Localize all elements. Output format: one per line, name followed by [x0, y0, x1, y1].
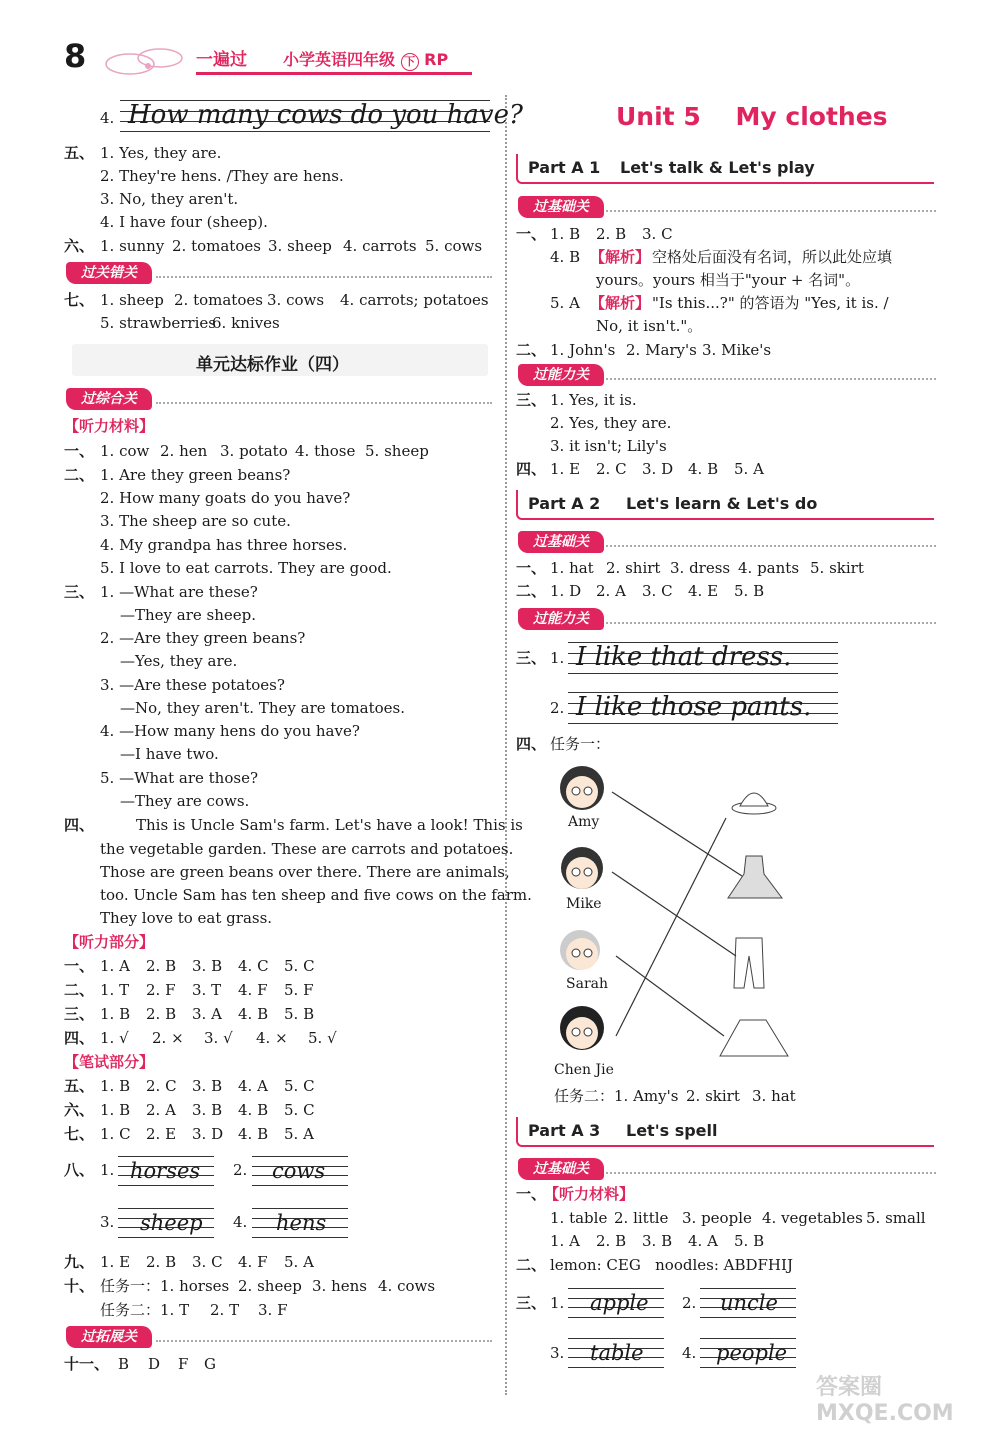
answer: 4. F: [238, 1253, 268, 1271]
analysis-text: 空格处后面没有名词，所以此处应填: [652, 248, 893, 266]
l4-number: 四、: [64, 816, 95, 834]
answer: lemon: CEG noodles: ABDFHIJ: [550, 1256, 793, 1274]
answer: 1. C: [100, 1125, 131, 1143]
answer: 4. B: [550, 248, 581, 266]
volume-badge: 下: [401, 53, 419, 71]
answer: 1. T: [100, 981, 130, 999]
q3-handwriting: I like those pants.: [576, 692, 812, 722]
answer: 1. John's: [550, 341, 616, 359]
l1-item: 5. sheep: [365, 442, 429, 460]
s7-item: 4. carrots; potatoes: [340, 291, 489, 309]
answer: 3. hens: [312, 1277, 367, 1295]
answer: 1. B: [100, 1101, 131, 1119]
s3-number: 三、: [516, 1294, 547, 1312]
answer: 3. people: [682, 1209, 752, 1227]
section-label: 过综合关: [66, 388, 152, 410]
part-label: Part A 3: [528, 1121, 601, 1140]
answer: 1. B: [100, 1005, 131, 1023]
l2-item: 2. How many goats do you have?: [100, 489, 351, 507]
answer: 1. table: [550, 1209, 608, 1227]
l4-passage-line: Those are green beans over there. There are animals,: [100, 863, 510, 881]
analysis-tag: 【解析】: [590, 294, 651, 312]
a8-number: 八、: [64, 1161, 95, 1179]
q2-number: 二、: [516, 582, 547, 600]
match-line: [616, 818, 726, 1036]
q3-sub-number: 1.: [550, 649, 565, 667]
match-line: [612, 872, 736, 956]
avatar-chenjie-icon: [560, 1006, 604, 1050]
answer: 4. ×: [256, 1029, 288, 1047]
dotted-rule: [606, 1172, 936, 1174]
part-label: Part A 1: [528, 158, 601, 177]
answer: 4. A: [238, 1077, 268, 1095]
q4-number: 四、: [516, 735, 547, 753]
column-divider: [505, 95, 507, 1395]
answer: 3. B: [192, 1101, 223, 1119]
brand-name: 一遍过: [196, 50, 247, 70]
answer: 5. A: [734, 460, 764, 478]
answer: 3. B: [192, 1077, 223, 1095]
dotted-rule: [156, 1340, 492, 1342]
answer: 2. B: [596, 1232, 627, 1250]
s6-item: 3. sheep: [268, 237, 332, 255]
answer: 2. F: [146, 981, 176, 999]
answer: 2. E: [146, 1125, 177, 1143]
unit-title: Unit 5 My clothes: [616, 102, 888, 131]
answer: 4. C: [238, 957, 269, 975]
part-rule: [608, 518, 934, 520]
s6-item: 1. sunny: [100, 237, 165, 255]
avatar-amy-icon: [560, 766, 604, 810]
l2-item: 3. The sheep are so cute.: [100, 512, 291, 530]
a4-number: 四、: [64, 1029, 95, 1047]
s5-item: 1. Yes, they are.: [100, 144, 222, 162]
a8-sub-number: 3.: [100, 1213, 115, 1231]
s3-word: people: [716, 1341, 788, 1365]
answer: 2. little: [614, 1209, 669, 1227]
s3-sub-number: 3.: [550, 1344, 565, 1362]
l3-line: —Yes, they are.: [120, 652, 238, 670]
answer: 2. ×: [152, 1029, 184, 1047]
page-number: 8: [64, 37, 87, 75]
s7-item: 2. tomatoes: [174, 291, 263, 309]
answer: 1. Yes, it is.: [550, 391, 637, 409]
dotted-rule: [606, 622, 936, 624]
section-label: 过关错关: [66, 262, 152, 284]
answer: 2. T: [210, 1301, 240, 1319]
l3-line: —They are sheep.: [120, 606, 257, 624]
l2-item: 5. I love to eat carrots. They are good.: [100, 559, 392, 577]
part-label: Part A 2: [528, 494, 601, 513]
analysis-text: "Is this...?" 的答语为 "Yes, it is. /: [652, 294, 889, 312]
answer: 4. B: [238, 1125, 269, 1143]
answer: 3. C: [642, 582, 673, 600]
a8-word: sheep: [140, 1211, 203, 1235]
answer: 2. C: [146, 1077, 177, 1095]
s7-number: 七、: [64, 291, 95, 309]
dotted-rule: [156, 402, 492, 404]
answer: 4. B: [238, 1005, 269, 1023]
answer: 2. B: [146, 1253, 177, 1271]
l4-passage-line: This is Uncle Sam's farm. Let's have a look! This is: [136, 816, 523, 834]
pants-icon: [734, 938, 764, 988]
s7-item: 5. strawberries: [100, 314, 216, 332]
header-decoration-icon: [100, 44, 195, 80]
s6-item: 4. carrots: [343, 237, 417, 255]
l4-passage-line: too. Uncle Sam has ten sheep and five cows on the farm.: [100, 886, 532, 904]
answer: 1. D: [550, 582, 582, 600]
dotted-rule: [606, 210, 936, 212]
written-part-heading: 【笔试部分】: [64, 1053, 155, 1071]
answer: 5. C: [284, 957, 315, 975]
answer: 3. it isn't; Lily's: [550, 437, 667, 455]
answer: 3. D: [192, 1125, 224, 1143]
answer: 1. A: [550, 1232, 580, 1250]
answer: 1. E: [550, 460, 581, 478]
avatar-sarah-icon: [560, 930, 600, 970]
q3-sub-number: 2.: [550, 699, 565, 717]
answer: 3. B: [192, 957, 223, 975]
l3-line: 5. —What are those?: [100, 769, 258, 787]
dotted-rule: [606, 545, 936, 547]
l3-line: —I have two.: [120, 745, 219, 763]
match-line: [612, 792, 742, 876]
answer: 3. T: [192, 981, 222, 999]
s1-number: 一、: [516, 1185, 547, 1203]
a11-number: 十一、: [64, 1355, 110, 1373]
a5-number: 五、: [64, 1077, 95, 1095]
answer: 4. F: [238, 981, 268, 999]
answer: 1. A: [100, 957, 130, 975]
header-underline: [196, 72, 472, 75]
a6-number: 六、: [64, 1101, 95, 1119]
answer: 5. B: [734, 1232, 765, 1250]
s2-number: 二、: [516, 1256, 547, 1274]
q3-handwriting: I like that dress.: [576, 642, 792, 672]
l3-line: —They are cows.: [120, 792, 250, 810]
answer: 2. skirt: [686, 1087, 740, 1105]
answer: B: [118, 1355, 130, 1373]
s7-item: 1. sheep: [100, 291, 164, 309]
section-label: 过能力关: [518, 364, 604, 386]
s3-word: table: [590, 1341, 644, 1365]
l3-line: 2. —Are they green beans?: [100, 629, 306, 647]
section-label: 过基础关: [518, 1158, 604, 1180]
answer: 5. A: [550, 294, 580, 312]
answer: 5. F: [284, 981, 314, 999]
answer: 4. B: [238, 1101, 269, 1119]
s5-item: 3. No, they aren't.: [100, 190, 239, 208]
person-name: Chen Jie: [554, 1062, 614, 1078]
r2-number: 二、: [516, 341, 547, 359]
skirt-icon: [720, 1020, 788, 1056]
answer: 5. A: [284, 1125, 314, 1143]
answer: 2. A: [596, 582, 626, 600]
l4-passage-line: They love to eat grass.: [100, 909, 273, 927]
answer: 3. B: [642, 1232, 673, 1250]
listening-material-heading: 【听力材料】: [64, 417, 155, 435]
s3-word: uncle: [720, 1291, 778, 1315]
answer: 3. hat: [752, 1087, 796, 1105]
answer: 4. cows: [378, 1277, 436, 1295]
answer: 5. small: [866, 1209, 926, 1227]
answer: 2. sheep: [238, 1277, 302, 1295]
watermark: 答案圈 MXQE.COM: [816, 1375, 954, 1426]
avatar-mike-icon: [561, 847, 603, 889]
book-title: 小学英语四年级 下 RP: [283, 50, 449, 69]
answer: D: [148, 1355, 161, 1373]
part-title: Let's spell: [626, 1121, 718, 1140]
person-name: Mike: [566, 896, 602, 912]
a10-number: 十、: [64, 1277, 95, 1295]
answer: G: [204, 1355, 216, 1373]
answer: 5. B: [284, 1005, 315, 1023]
part-rule: [608, 1145, 934, 1147]
answer: 5. C: [284, 1077, 315, 1095]
a1-number: 一、: [64, 957, 95, 975]
l2-item: 4. My grandpa has three horses.: [100, 536, 348, 554]
answer: F: [178, 1355, 189, 1373]
answer: 3. C: [192, 1253, 223, 1271]
section-label: 过基础关: [518, 531, 604, 553]
answer: 2. B: [146, 1005, 177, 1023]
answer: 2. C: [596, 460, 627, 478]
s7-item: 3. cows: [267, 291, 325, 309]
part-title: Let's learn & Let's do: [626, 494, 818, 513]
person-name: Amy: [568, 814, 600, 830]
answer: 2. A: [146, 1101, 176, 1119]
answer: 3. A: [192, 1005, 222, 1023]
answer: 3. C: [642, 225, 673, 243]
l2-item: 1. Are they green beans?: [100, 466, 291, 484]
s5-item: 2. They're hens. /They are hens.: [100, 167, 344, 185]
a7-number: 七、: [64, 1125, 95, 1143]
answer: 1. B: [100, 1077, 131, 1095]
part-title: Let's talk & Let's play: [620, 158, 815, 177]
analysis-text: No, it isn't."。: [596, 317, 703, 335]
s7-item: 6. knives: [212, 314, 280, 332]
s3-sub-number: 4.: [682, 1344, 697, 1362]
dotted-rule: [606, 378, 936, 380]
a8-sub-number: 1.: [100, 1161, 115, 1179]
a10-task2: 任务二：1. T: [100, 1301, 190, 1319]
dotted-rule: [156, 276, 492, 278]
l1-item: 2. hen: [160, 442, 208, 460]
s6-item: 2. tomatoes: [172, 237, 261, 255]
a8-sub-number: 4.: [233, 1213, 248, 1231]
s6-number: 六、: [64, 237, 95, 255]
q1-number: 一、: [516, 559, 547, 577]
section-label: 过基础关: [518, 196, 604, 218]
answer: 1. B: [550, 225, 581, 243]
a8-word: hens: [276, 1211, 327, 1235]
listening-part-heading: 【听力部分】: [64, 933, 155, 951]
analysis-text: yours。yours 相当于"your + 名词"。: [596, 271, 861, 289]
answer: 3. D: [642, 460, 674, 478]
analysis-tag: 【解析】: [590, 248, 651, 266]
answer: 3. F: [258, 1301, 288, 1319]
a2-number: 二、: [64, 981, 95, 999]
matching-diagram: [550, 756, 810, 1068]
answer: 2. B: [596, 225, 627, 243]
answer: 4. vegetables: [762, 1209, 863, 1227]
l1-item: 1. cow: [100, 442, 150, 460]
answer: 4. E: [688, 582, 719, 600]
answer: 5. √: [308, 1029, 337, 1047]
q4-handwriting: How many cows do you have?: [128, 100, 523, 130]
person-name: Sarah: [566, 976, 608, 992]
s3-sub-number: 2.: [682, 1294, 697, 1312]
answer: 2. shirt: [606, 559, 661, 577]
answer: 5. B: [734, 582, 765, 600]
q4-task1: 任务一：: [550, 735, 611, 753]
q4-task2: 任务二：1. Amy's: [554, 1087, 679, 1105]
section-label: 过能力关: [518, 608, 604, 630]
unit-test-title: 单元达标作业（四）: [196, 355, 349, 375]
hat-icon: [732, 793, 776, 814]
dress-icon: [728, 856, 782, 898]
s5-item: 4. I have four (sheep).: [100, 213, 268, 231]
a10-task1: 任务一：1. horses: [100, 1277, 230, 1295]
answer: 5. A: [284, 1253, 314, 1271]
l2-number: 二、: [64, 466, 95, 484]
s3-sub-number: 1.: [550, 1294, 565, 1312]
l1-number: 一、: [64, 442, 95, 460]
answer: 1. √: [100, 1029, 129, 1047]
s3-word: apple: [590, 1291, 649, 1315]
a9-number: 九、: [64, 1253, 95, 1271]
answer: 1. hat: [550, 559, 594, 577]
a8-sub-number: 2.: [233, 1161, 248, 1179]
answer: 2. Yes, they are.: [550, 414, 672, 432]
l3-line: —No, they aren't. They are tomatoes.: [120, 699, 406, 717]
answer: 1. E: [100, 1253, 131, 1271]
answer: 2. B: [146, 957, 177, 975]
answer: 3. dress: [670, 559, 731, 577]
answer: 3. Mike's: [702, 341, 772, 359]
answer: 5. C: [284, 1101, 315, 1119]
l1-item: 3. potato: [220, 442, 288, 460]
part-rule: [608, 182, 934, 184]
q3-number: 三、: [516, 649, 547, 667]
r4-number: 四、: [516, 460, 547, 478]
l3-line: 3. —Are these potatoes?: [100, 676, 285, 694]
a8-word: horses: [130, 1159, 201, 1183]
l3-number: 三、: [64, 583, 95, 601]
listening-material-heading: 【听力材料】: [544, 1185, 635, 1203]
answer: 5. skirt: [810, 559, 864, 577]
s6-item: 5. cows: [425, 237, 483, 255]
l4-passage-line: the vegetable garden. These are carrots and potatoes.: [100, 840, 514, 858]
l3-line: 1. —What are these?: [100, 583, 258, 601]
a8-word: cows: [272, 1159, 326, 1183]
a3-number: 三、: [64, 1005, 95, 1023]
answer: 4. B: [688, 460, 719, 478]
answer: 3. √: [204, 1029, 233, 1047]
answer: 2. Mary's: [626, 341, 697, 359]
l3-line: 4. —How many hens do you have?: [100, 722, 360, 740]
s5-number: 五、: [64, 144, 95, 162]
q4-number: 4.: [100, 109, 115, 127]
r1-number: 一、: [516, 225, 547, 243]
r3-number: 三、: [516, 391, 547, 409]
l1-item: 4. those: [295, 442, 356, 460]
answer: 4. A: [688, 1232, 718, 1250]
section-label: 过拓展关: [66, 1326, 152, 1348]
answer: 4. pants: [738, 559, 800, 577]
match-line: [616, 956, 724, 1036]
